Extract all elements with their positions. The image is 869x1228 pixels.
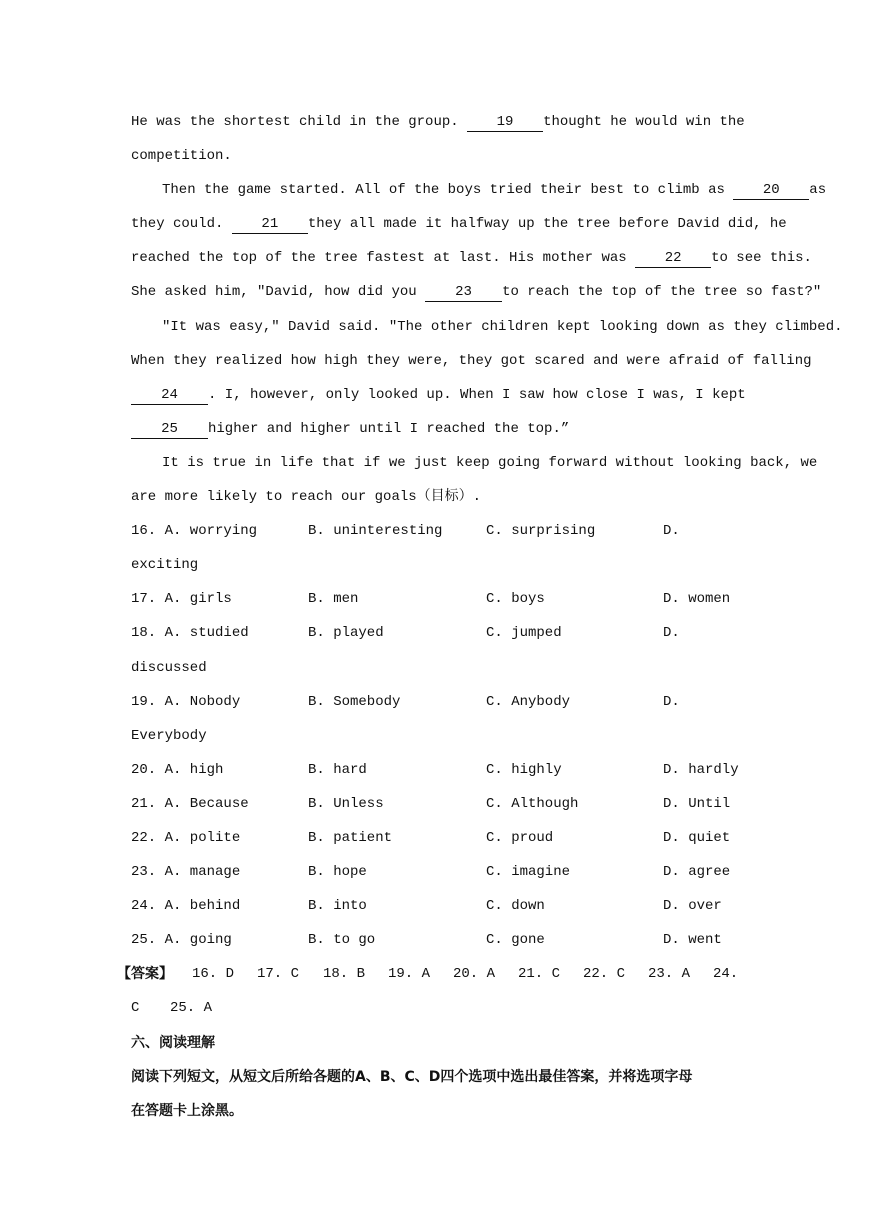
option-d: D. went [663,932,722,949]
answer-item: 19. A [388,966,431,983]
blank-19: 19 [467,113,543,132]
option-b: B. to go [308,932,376,949]
option-c: C. gone [486,932,545,949]
blank-23: 23 [425,283,502,302]
option-a: 17. A. girls [131,591,232,608]
answer-row [117,957,739,991]
option-a: 23. A. manage [131,864,241,881]
section-instruction: 阅读下列短文，从短文后所给各题的A、B、C、D四个选项中选出最佳答案，并将选项字母 [131,1068,693,1085]
blank-25: 25 [131,420,208,439]
option-b: B. hard [308,761,367,778]
option-b: B. Unless [308,795,384,812]
passage-line [131,105,745,139]
option-b: B. played [308,625,384,642]
option-a: 18. A. studied [131,625,249,642]
blank-20: 20 [733,181,809,200]
passage-line: "It was easy," David said. "The other children kept looking down as they climbed. [162,318,843,335]
option-b: B. into [308,898,367,915]
section-heading: 六、阅读理解 [131,1034,215,1051]
option-a: 19. A. Nobody [131,693,241,710]
answer-item: 22. C [583,966,626,983]
option-a: 20. A. high [131,761,224,778]
passage-line [131,378,746,412]
option-c: C. surprising [486,523,596,540]
page-content [117,105,843,1128]
passage-line [131,275,822,309]
answer-item: 21. C [518,966,561,983]
passage-text: He was the shortest child in the group. [131,114,468,130]
option-wrap: exciting [131,557,199,574]
option-c: C. down [486,898,545,915]
passage-text: Then the game started. All of the boys tried their best to climb as [162,182,734,199]
option-a: 24. A. behind [131,898,241,915]
option-a: 25. A. going [131,932,232,949]
option-c: C. boys [486,591,545,608]
option-b: B. hope [308,864,367,881]
option-d: D. hardly [663,761,739,778]
option-c: C. imagine [486,864,571,881]
passage-text: to reach the top of the tree so fast?" [502,284,822,301]
blank-24: 24 [131,386,208,405]
option-d: D. Until [663,795,731,812]
answer-item: 18. B [323,966,366,983]
option-row [131,923,739,957]
passage-line: competition. [131,148,232,165]
option-b: B. men [308,591,359,608]
option-a: 22. A. polite [131,829,241,846]
option-c: C. Anybody [486,693,571,710]
option-d: D. [663,693,680,710]
option-a: 16. A. worrying [131,523,258,540]
passage-line [131,241,812,275]
answer-label: 【答案】 [117,966,173,983]
option-row [131,753,739,787]
passage-text: . I, however, only looked up. When I saw how close I was, I kept [208,386,746,403]
option-d: D. [663,625,680,642]
passage-text: reached the top of the tree fastest at last. His mother was [131,250,636,267]
option-row [131,616,739,650]
option-c: C. highly [486,761,562,778]
passage-text: thought he would win the [543,114,745,130]
option-row [131,582,739,616]
option-row [131,821,739,855]
passage-text: they could. [131,216,232,233]
option-row [131,685,739,719]
option-b: B. patient [308,829,393,846]
answer-item: C [131,1000,140,1017]
answer-item: 25. A [170,1000,213,1017]
option-row [131,889,739,923]
option-d: D. agree [663,864,731,881]
option-d: D. over [663,898,722,915]
option-row [131,514,739,548]
blank-22: 22 [635,249,711,268]
answer-item: 17. C [257,966,300,983]
answer-row [131,991,739,1025]
blank-21: 21 [232,215,308,234]
option-wrap: discussed [131,659,207,676]
option-d: D. [663,523,680,540]
section-instruction: 在答题卡上涂黑。 [131,1102,243,1119]
answer-item: 20. A [453,966,496,983]
option-d: D. women [663,591,731,608]
passage-line: are more likely to reach our goals（目标）. [131,489,482,506]
option-c: C. jumped [486,625,562,642]
option-row [131,855,739,889]
option-wrap: Everybody [131,727,207,744]
passage-text: they all made it halfway up the tree before David did, he [307,216,787,233]
option-b: B. Somebody [308,693,401,710]
passage-text: higher and higher until I reached the top.” [208,420,570,437]
passage-line [131,207,787,241]
answer-item: 23. A [648,966,691,983]
option-c: C. Although [486,795,579,812]
answer-item: 24. [713,966,739,983]
answer-item: 16. D [192,966,235,983]
passage-text: as [809,182,827,199]
option-row [131,787,739,821]
passage-line [131,173,827,207]
option-a: 21. A. Because [131,795,249,812]
option-d: D. quiet [663,829,731,846]
option-b: B. uninteresting [308,523,443,540]
option-c: C. proud [486,829,554,846]
passage-line: It is true in life that if we just keep going forward without looking back, we [162,454,818,471]
passage-text: to see this. [711,250,812,267]
passage-line: When they realized how high they were, they got scared and were afraid of falling [131,352,812,369]
passage-line [131,412,739,446]
passage-text: She asked him, "David, how did you [131,284,426,301]
